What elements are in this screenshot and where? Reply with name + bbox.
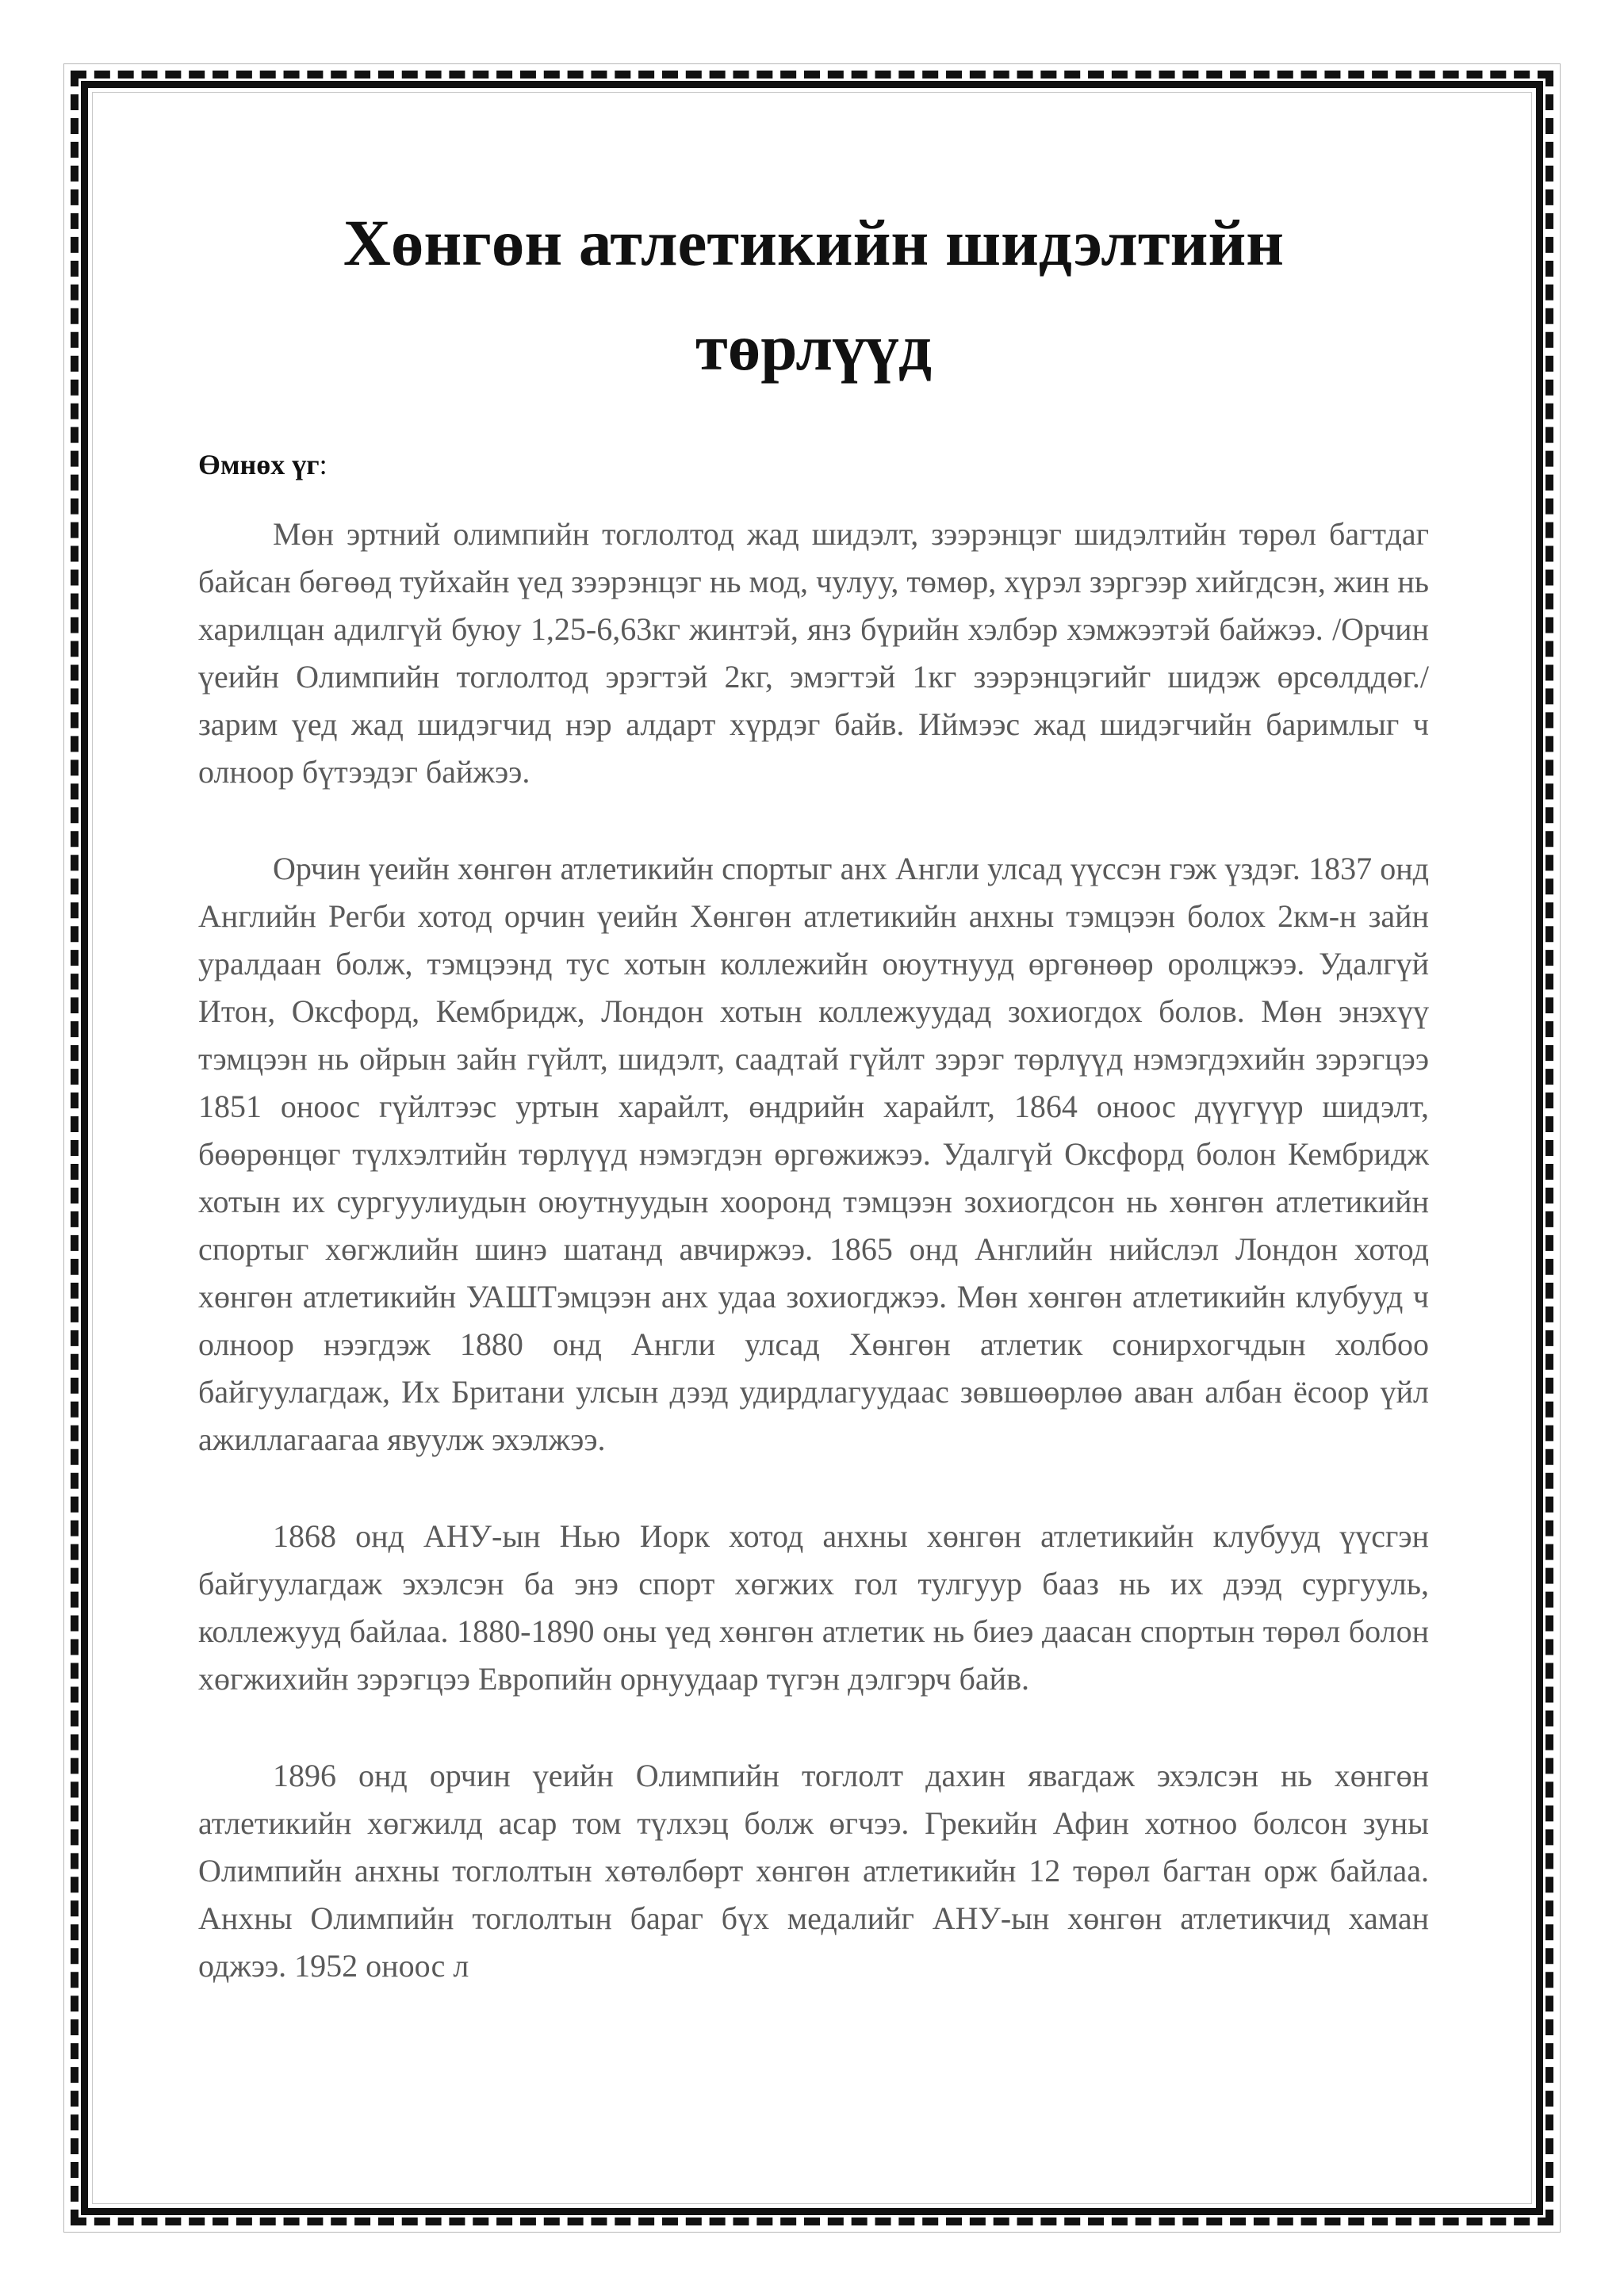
paragraph-3: 1868 онд АНУ-ын Нью Иорк хотод анхны хөнгөн атлетикийн клубууд үүсгэн байгуулагдаж эхэлсэн ба энэ спорт хөгжих гол тулгуур бааз нь их дээд сургууль, коллежууд байлаа. 1880-1890 оны үед хөнгөн атлетик нь биеэ даасан спортын төрөл болон хөгжихийн зэрэгцээ Европийн орнуудаар түгэн дэлгэрч байв. (198, 1518, 1429, 1697)
title-line-2: төрлүүд (695, 311, 932, 384)
title-line-1: Хөнгөн атлетикийн шидэлтийн (343, 206, 1285, 279)
section-heading-colon: : (319, 449, 327, 480)
document-title (198, 190, 1429, 400)
document-body (198, 190, 1429, 1990)
section-heading-text: Өмнөх үг (198, 449, 320, 480)
paragraph-4: 1896 онд орчин үеийн Олимпийн тоглолт дахин явагдаж эхэлсэн нь хөнгөн атлетикийн хөгжилд асар том түлхэц болж өгчээ. Грекийн Афин хотноо болсон зуны Олимпийн анхны тоглолтын хөтөлбөрт хөнгөн атлетикийн 12 төрөл багтан орж байлаа. Анхны Олимпийн тоглолтын бараг бүх медалийг АНУ-ын хөнгөн атлетикчид хаман оджээ. 1952 оноос л (198, 1758, 1429, 1984)
paragraph-1: Мөн эртний олимпийн тоглолтод жад шидэлт, зээрэнцэг шидэлтийн төрөл багтдаг байсан бөгөөд туйхайн үед зээрэнцэг нь мод, чулуу, төмөр, хүрэл зэргээр хийгдсэн, жин нь харилцан адилгүй буюу 1,25-6,63кг жинтэй, янз бүрийн хэлбэр хэмжээтэй байжээ. /Орчин үеийн Олимпийн тоглолтод эрэгтэй 2кг, эмэгтэй 1кг зээрэнцэгийг шидэж өрсөлддөг./ зарим үед жад шидэгчид нэр алдарт хүрдэг байв. Иймээс жад шидэгчийн баримлыг ч олноор бүтээдэг байжээ. (198, 516, 1429, 790)
paragraph-2: Орчин үеийн хөнгөн атлетикийн спортыг анх Англи улсад үүссэн гэж үздэг. 1837 онд Английн Регби хотод орчин үеийн Хөнгөн атлетикийн анхны тэмцээн болох 2км-н зайн уралдаан болж, тэмцээнд тус хотын коллежийн оюутнууд өргөнөөр оролцжээ. Удалгүй Итон, Оксфорд, Кембридж, Лондон хотын коллежуудад зохиогдох болов. Мөн энэхүү тэмцээн нь ойрын зайн гүйлт, шидэлт, саадтай гүйлт зэрэг төрлүүд нэмэгдэхийн зэрэгцээ 1851 оноос гүйлтээс уртын харайлт, өндрийн харайлт, 1864 оноос дүүгүүр шидэлт, бөөрөнцөг түлхэлтийн төрлүүд нэмэгдэн өргөжижээ. Удалгүй Оксфорд болон Кембридж хотын их сургуулиудын оюутнуудын хооронд тэмцээн зохиогдсон нь хөнгөн атлетикийн спортыг хөгжлийн шинэ шатанд авчиржээ. 1865 онд Английн нийслэл Лондон хотод хөнгөн атлетикийн УАШТэмцээн анх удаа зохиогджээ. Мөн хөнгөн атлетикийн клубууд ч олноор нээгдэж 1880 онд Англи улсад Хөнгөн атлетик сонирхогчдын холбоо байгуулагдаж, Их Британи улсын дээд удирдлагуудаас зөвшөөрлөө аван албан ёсоор үйл ажиллагаагаа явуулж эхэлжээ. (198, 851, 1429, 1457)
section-heading (198, 442, 1429, 487)
